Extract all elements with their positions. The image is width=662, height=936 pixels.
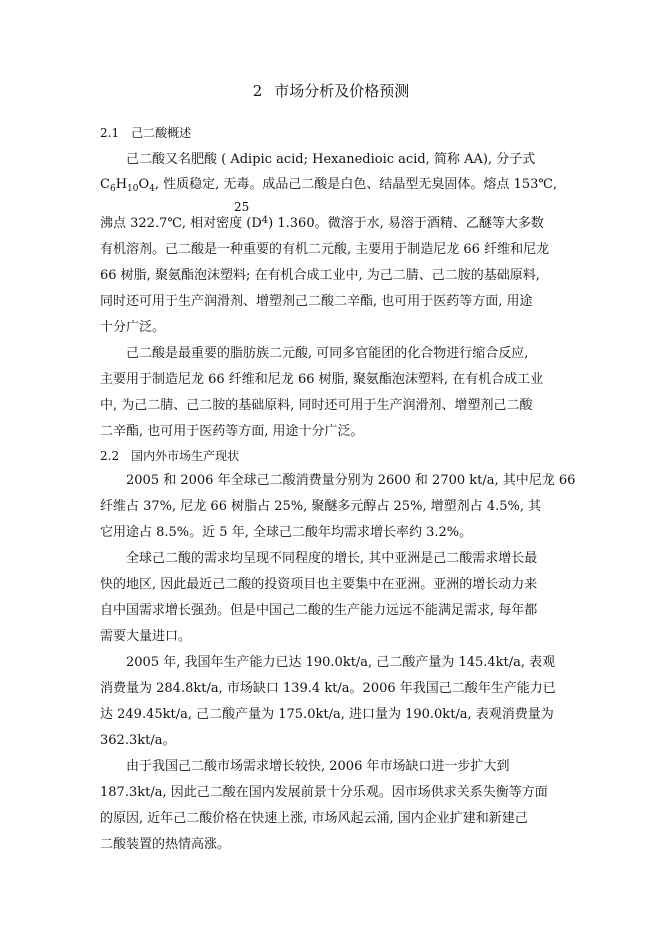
text-line: 全球己二酸的需求均呈现不同程度的增长, 其中亚洲是己二酸需求增长最 xyxy=(126,551,538,566)
text-line: 二酸装置的热情高涨。 xyxy=(100,837,231,852)
section-title: 己二酸概述 xyxy=(131,126,192,140)
text-line: 同时还可用于生产润滑剂、增塑剂己二酸二辛酯, 也可用于医药等方面, 用途 xyxy=(100,294,533,309)
formula-subscript: 10 xyxy=(127,184,139,194)
text-line: 主要用于制造尼龙 66 纤维和尼龙 66 树脂, 聚氨酯泡沫塑料, 在有机合成工业 xyxy=(100,372,544,387)
section-number: 2.1 xyxy=(100,126,120,140)
text-line: 自中国需求增长强劲。但是中国己二酸的生产能力远远不能满足需求, 每年都 xyxy=(100,603,538,618)
density-temperature-superscript: 25 xyxy=(234,200,250,214)
section-title: 国内外市场生产现状 xyxy=(131,449,240,463)
text-line: 快的地区, 因此最近己二酸的投资项目也主要集中在亚洲。亚洲的增长动力来 xyxy=(100,577,538,592)
text-line: 消费量为 284.8kt/a, 市场缺口 139.4 kt/a。2006 年我国己二酸年生产能力已 xyxy=(100,681,556,696)
text-line: 2005 和 2006 年全球己二酸消费量分别为 2600 和 2700 kt/a, 其中尼龙 66 xyxy=(126,473,576,488)
formula-subscript: 6 xyxy=(109,184,116,194)
text-line: 362.3kt/a。 xyxy=(100,733,176,748)
text-segment: 沸点 322.7℃, 相对密度 (D xyxy=(100,216,262,231)
text-line: 二辛酯, 也可用于医药等方面, 用途十分广泛。 xyxy=(100,424,364,439)
text-line: 66 树脂, 聚氨酯泡沫塑料; 在有机合成工业中, 为己二腈、己二胺的基础原料, xyxy=(100,268,540,283)
text-line: 达 249.45kt/a, 己二酸产量为 175.0kt/a, 进口量为 190.0kt/a, 表观消费量为 xyxy=(100,707,554,722)
text-line: 十分广泛。 xyxy=(100,320,166,335)
text-line: 有机溶剂。己二酸是一种重要的有机二元酸, 主要用于制造尼龙 66 纤维和尼龙 xyxy=(100,242,550,257)
title-text: 市场分析及价格预测 xyxy=(274,82,410,100)
formula-element: O xyxy=(138,177,150,192)
formula-element: C xyxy=(100,177,110,192)
text-line: 己二酸又名肥酸 ( Adipic acid; Hexanedioic acid, 简称 AA), 分子式 xyxy=(126,152,536,167)
text-line: 中, 为己二腈、己二胺的基础原料, 同时还可用于生产润滑剂、增塑剂己二酸 xyxy=(100,398,533,413)
text-line: 它用途占 8.5%。近 5 年, 全球己二酸年均需求增长率约 3.2%。 xyxy=(100,525,473,540)
section-number: 2.2 xyxy=(100,449,120,463)
text-line-formula xyxy=(100,177,557,193)
text-line: 2005 年, 我国年生产能力已达 190.0kt/a, 己二酸产量为 145.4kt/a, 表观 xyxy=(126,655,556,670)
page-title xyxy=(0,81,662,101)
text-line: 187.3kt/a, 因此己二酸在国内发展前景十分乐观。因市场供求关系失衡等方面 xyxy=(100,785,548,800)
section-heading-2-2 xyxy=(100,448,239,464)
text-line: 己二酸是最重要的脂肪族二元酸, 可同多官能团的化合物进行缩合反应, xyxy=(126,346,529,361)
text-line: 纤维占 37%, 尼龙 66 树脂占 25%, 聚醚多元醇占 25%, 增塑剂占 4.5%, 其 xyxy=(100,499,542,514)
formula-element: H xyxy=(115,177,128,192)
text-line: 需要大量进口。 xyxy=(100,629,192,644)
text-line: 由于我国己二酸市场需求增长较快, 2006 年市场缺口进一步扩大到 xyxy=(126,759,510,774)
section-heading-2-1 xyxy=(100,125,191,141)
text-line xyxy=(100,216,544,232)
text-segment: , 性质稳定, 无毒。成品己二酸是白色、结晶型无臭固体。熔点 153℃, xyxy=(154,177,558,192)
text-line: 的原因, 近年己二酸价格在快速上涨, 市场风起云涌, 国内企业扩建和新建己 xyxy=(100,811,528,826)
title-number: 2 xyxy=(252,82,263,100)
text-segment: ) 1.360。微溶于水, 易溶于酒精、乙醚等大多数 xyxy=(268,216,544,231)
density-superscript: 4 xyxy=(261,215,269,226)
formula-subscript: 4 xyxy=(149,184,155,194)
